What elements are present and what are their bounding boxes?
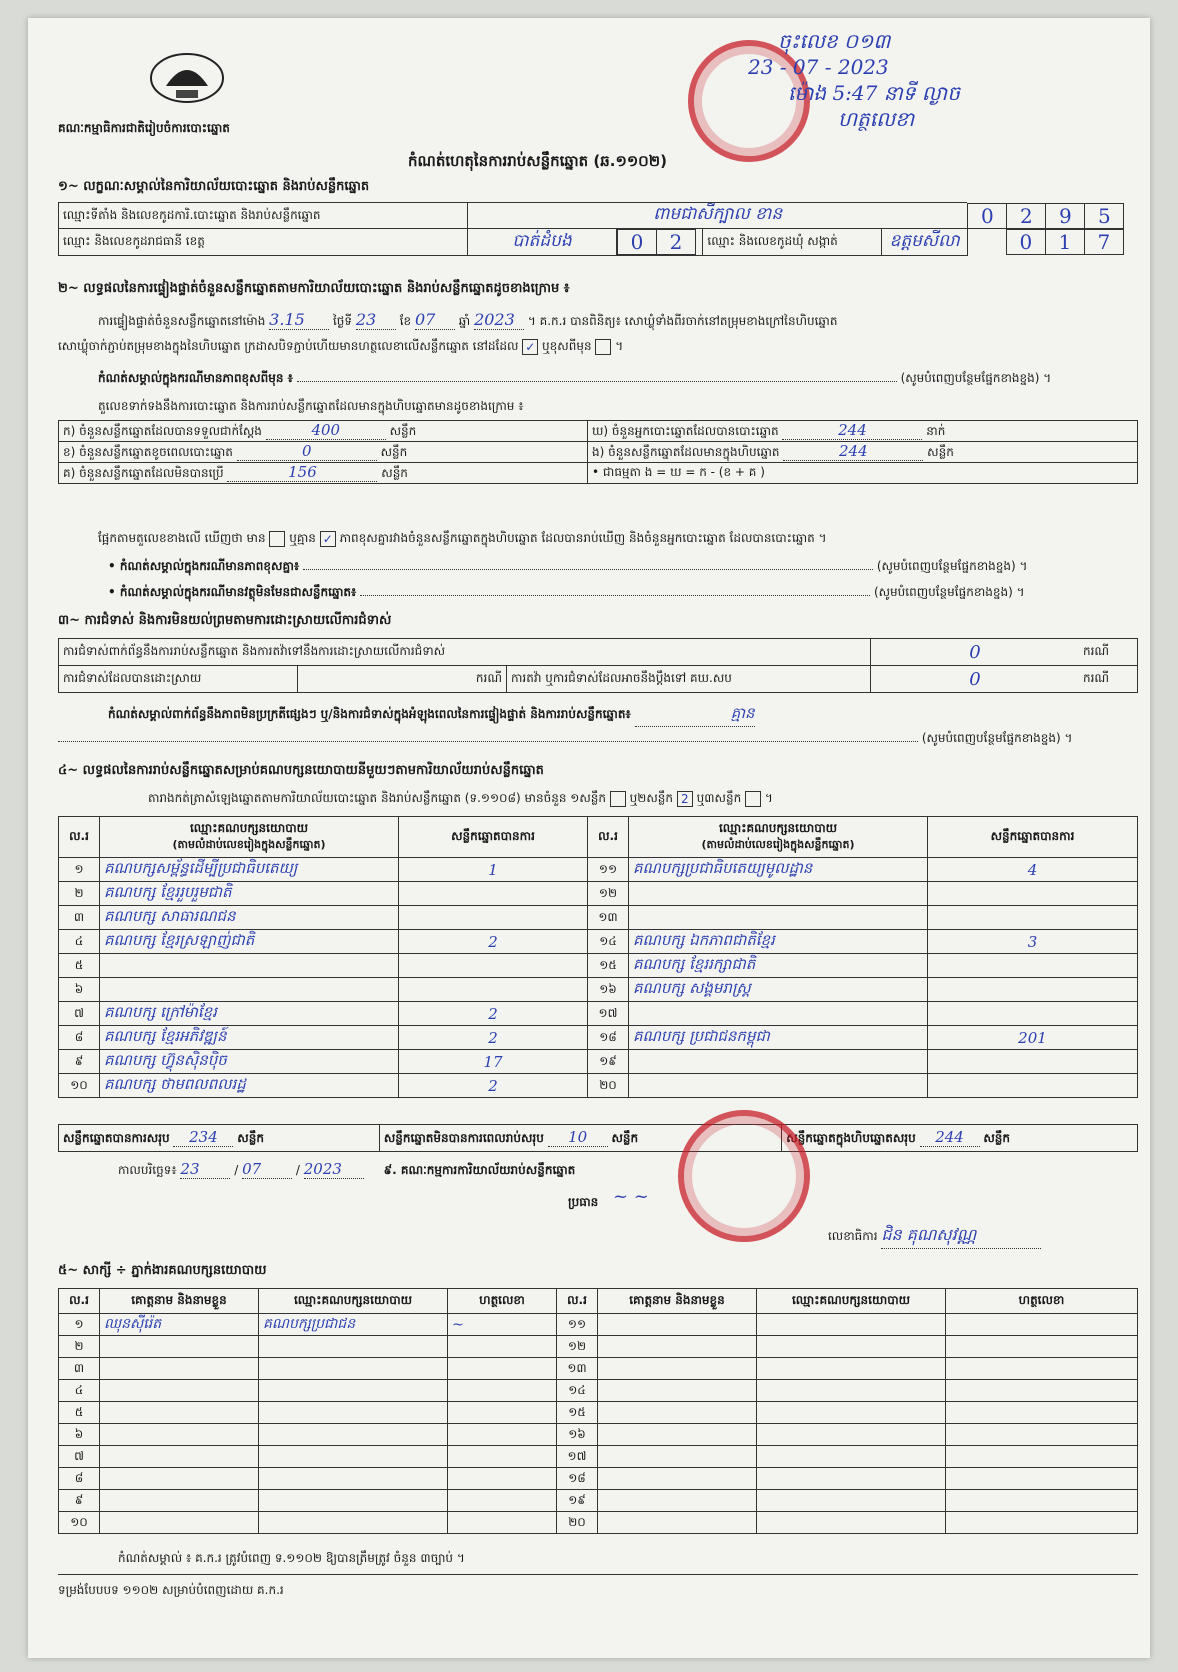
row-no: ១៦ [588, 978, 629, 1002]
row-no: ៥ [59, 954, 100, 978]
date-day: 23 [180, 1160, 230, 1179]
stamp-line1: ចុះលេខ ០១៣ [778, 29, 891, 53]
footnote: កំណត់សម្គាល់ ៖ គ.ក.រ ត្រូវបំពេញ ទ.១១០២ ឱ្យបានត្រឹមត្រូវ ចំនួន ៣ច្បាប់ ។ [118, 1551, 465, 1565]
row-no: ២០ [557, 1512, 598, 1534]
resolved-label: ការជំទាស់ដែលបានដោះស្រាយ [59, 666, 298, 693]
witness-sign [946, 1512, 1138, 1534]
note-b-line [108, 584, 1138, 602]
stamp-note [748, 28, 960, 132]
witness-sign [448, 1468, 557, 1490]
summary-intro: តួលេខទាក់ទងនឹងការបោះឆ្នោត និងការរាប់សន្លឹកឆ្នោតដែលមានក្នុងហិបឆ្នោតមានដូចខាងក្រោម ៖ [98, 399, 524, 413]
party-votes: 2 [399, 1074, 588, 1098]
footer-rule [58, 1574, 1138, 1575]
row-no: ៤ [59, 930, 100, 954]
fill-more: (សូមបំពេញបន្ថែមផ្នែកខាងខ្នង) ។ [900, 371, 1052, 385]
table-row [59, 1468, 1138, 1490]
section5-title: ៥~ សាក្សី ÷ ភ្នាក់ងារគណបក្សនយោបាយ [58, 1263, 267, 1278]
w-col-sign-right: ហត្ថលេខា [946, 1289, 1138, 1314]
row-no: ៩ [59, 1490, 100, 1512]
no-diff-checkbox[interactable]: ✓ [320, 531, 336, 547]
party-votes [399, 978, 588, 1002]
table-row [59, 906, 1138, 930]
row-no: ១៨ [588, 1026, 629, 1050]
col-party-right: ឈ្មោះគណបក្សនយោបាយ (តាមលំដាប់លេខរៀងក្នុងសន្លឹកឆ្នោត) [629, 817, 928, 858]
summary-formula: • ជាធម្មតា ង = ឃ = ក - (ខ + គ ) [588, 463, 1138, 484]
three-sheet-checkbox[interactable] [745, 791, 761, 807]
row-no: ២០ [588, 1074, 629, 1098]
witness-party [259, 1446, 448, 1468]
total-valid: សន្លឹកឆ្នោតបានការសរុប 234 សន្លឹក [59, 1125, 380, 1152]
party-votes: 1 [399, 858, 588, 882]
objection-row1-label: ការជំទាស់ពាក់ព័ន្ធនឹងការរាប់សន្លឹកឆ្នោត និងការតវ៉ាទៅនឹងការដោះស្រាយលើការជំទាស់ [59, 639, 871, 666]
row-no: ៩ [59, 1050, 100, 1074]
witness-name [100, 1490, 259, 1512]
row-no: ៣ [59, 1358, 100, 1380]
two-sheet-checkbox[interactable]: 2 [677, 791, 693, 807]
three-sheet-label: ឬ៣សន្លឹក [696, 791, 742, 805]
party-votes [399, 882, 588, 906]
party-name [629, 1050, 928, 1074]
row-no: ១៧ [557, 1446, 598, 1468]
location-code [967, 203, 1137, 229]
witness-name [100, 1380, 259, 1402]
witness-sign [448, 1402, 557, 1424]
objection-table [58, 638, 1138, 693]
party-name [629, 1002, 928, 1026]
party-name [100, 954, 399, 978]
witness-party [757, 1512, 946, 1534]
party-votes [399, 906, 588, 930]
irregularity-line2 [58, 730, 1138, 748]
row-no: ២ [59, 1336, 100, 1358]
section1-table [58, 202, 1138, 256]
note-diff: កំណត់សម្គាល់ក្នុងករណីមានភាពខុសពីមុន ៖ [98, 371, 293, 385]
witness-sign [448, 1358, 557, 1380]
table-row [59, 882, 1138, 906]
location-value: ពាមជាសីក្បាល ខាន [468, 203, 968, 229]
commune-value: ឧត្ដមសីលា [882, 229, 967, 256]
seal-paragraph: សោឃ្លុំចាក់ភ្ជាប់តម្រុមខាងក្នុងនៃហិបឆ្នោត ក្រដាសបិទភ្ជាប់ហើយមានហត្ថលេខាលើសន្លឹកឆ្នោត នៅដដែល ✓ ឬខុសពីមុន ។ [58, 339, 624, 354]
row-no: ៨ [59, 1468, 100, 1490]
verify-text: ការផ្ទៀងផ្ទាត់ចំនួនសន្លឹកឆ្នោតនៅម៉ោង [98, 314, 266, 328]
chair-signature: ~ ~ [613, 1186, 649, 1207]
verify-time: 3.15 [269, 310, 329, 330]
party-votes: 2 [399, 1026, 588, 1050]
row-no: ១១ [588, 858, 629, 882]
row-no: ៧ [59, 1002, 100, 1026]
witness-name [598, 1358, 757, 1380]
party-name: គណបក្សប្រជាធិបតេយ្យមូលដ្ឋាន [629, 858, 928, 882]
row-no: ១៩ [588, 1050, 629, 1074]
party-name: គណបក្ស ថាមពលពលរដ្ឋ [100, 1074, 399, 1098]
stamp-line3: ម៉ោង 5:47 នាទី ល្ងាច [788, 81, 960, 105]
row-no: ១២ [588, 882, 629, 906]
note-b: • កំណត់សម្គាល់ក្នុងករណីមានវត្ថុមិនមែនជាសន្លឹកឆ្នោត៖ [108, 585, 357, 599]
witness-party [259, 1358, 448, 1380]
party-name: គណបក្ស ខ្មែររួបរួមជាតិ [100, 882, 399, 906]
witness-name [598, 1314, 757, 1336]
party-name: គណបក្ស ប្រជាជនកម្ពុជា [629, 1026, 928, 1050]
commune-code-1: 1 [1045, 230, 1084, 255]
table-row [59, 1380, 1138, 1402]
col-votes-left: សន្លឹកឆ្នោតបានការ [399, 817, 588, 858]
province-code-1: 2 [657, 230, 696, 255]
section1-title: ១~ លក្ខណៈសម្គាល់នៃការិយាល័យបោះឆ្នោត និងរាប់សន្លឹកឆ្នោត [58, 179, 370, 194]
total-invalid: សន្លឹកឆ្នោតមិនបានការពេលរាប់សរុប 10 សន្លឹក [379, 1125, 781, 1152]
has-diff-checkbox[interactable] [269, 531, 285, 547]
stamp-line4: ហត្ថលេខា [838, 107, 915, 131]
witness-party [757, 1424, 946, 1446]
col-party-left: ឈ្មោះគណបក្សនយោបាយ (តាមលំដាប់លេខរៀងក្នុងសន្លឹកឆ្នោត) [100, 817, 399, 858]
witness-party [259, 1424, 448, 1446]
party-votes [928, 954, 1138, 978]
province-code [617, 229, 703, 256]
commune-label: ឈ្មោះ និងលេខកូដឃុំ សង្កាត់ [703, 229, 882, 256]
witness-sign [448, 1424, 557, 1446]
table-row [59, 1002, 1138, 1026]
witness-party [259, 1380, 448, 1402]
party-name: គណបក្ស ខ្មែរអភិវឌ្ឍន៍ [100, 1026, 399, 1050]
irregularity-value: គ្មាន [635, 704, 755, 727]
party-votes: 2 [399, 1002, 588, 1026]
summary-item-a: ក) ចំនួនសន្លឹកឆ្នោតដែលបានទទួលជាក់ស្ដែង 400 សន្លឹក [59, 421, 588, 442]
witness-name [598, 1402, 757, 1424]
appeal-label: ការតវ៉ា ឬការជំទាស់ដែលអាចនឹងប្ដឹងទៅ គឃ.សប [507, 666, 871, 693]
w-col-party-right: ឈ្មោះគណបក្សនយោបាយ [757, 1289, 946, 1314]
compare-text: ផ្អែកតាមតួលេខខាងលើ ឃើញថា មាន [98, 531, 266, 545]
party-votes [928, 978, 1138, 1002]
table-row [59, 1026, 1138, 1050]
tally-sheets-line: តារាងកត់ត្រាសំឡេងឆ្នោតតាមការិយាល័យបោះឆ្នោត និងរាប់សន្លឹកឆ្នោត (ទ.១១០៨) មានចំនួន ១សន្លឹក ឬ២សន្លឹក 2 ឬ៣សន្លឹក ។ [148, 791, 773, 806]
section2-title: ២~ លទ្ធផលនៃការផ្ទៀងផ្ទាត់ចំនួនសន្លឹកឆ្នោតតាមការិយាល័យបោះឆ្នោត និងរាប់សន្លឹកឆ្នោតដូចខាងក្រោម ៖ [58, 281, 570, 296]
party-votes: 2 [399, 930, 588, 954]
party-name: គណបក្ស សាធារណជន [100, 906, 399, 930]
table-row [59, 1402, 1138, 1424]
results-table [58, 816, 1138, 1098]
witness-name [100, 1446, 259, 1468]
witness-party [757, 1468, 946, 1490]
two-sheet-label: ឬ២សន្លឹក [629, 791, 674, 805]
witness-sign [448, 1490, 557, 1512]
party-name [629, 1074, 928, 1098]
table-row [59, 954, 1138, 978]
witness-sign [946, 1490, 1138, 1512]
table-row [59, 930, 1138, 954]
irregularity-text: កំណត់សម្គាល់ពាក់ព័ន្ធនឹងភាពមិនប្រក្រតីផ្សេងៗ ឬ/និងការជំទាស់ក្នុងអំឡុងពេលនៃការផ្ទៀងផ្ទាត់ និងការរាប់សន្លឹកឆ្នោត៖ [108, 707, 631, 721]
location-code-1: 2 [1007, 203, 1046, 228]
table-row [59, 978, 1138, 1002]
verify-paragraph [98, 310, 1138, 331]
date-year: 2023 [304, 1160, 364, 1179]
witness-name [598, 1446, 757, 1468]
note-a: • កំណត់សម្គាល់ក្នុងករណីមានភាពខុសគ្នា៖ [108, 559, 300, 573]
party-name: គណបក្ស ឯកភាពជាតិខ្មែរ [629, 930, 928, 954]
witness-name [598, 1468, 757, 1490]
row-no: ១៤ [557, 1380, 598, 1402]
compare-text-end: ភាពខុសគ្នារវាងចំនួនសន្លឹកឆ្នោតក្នុងហិបឆ្នោត ដែលបានរាប់ឃើញ និងចំនួនអ្នកបោះឆ្នោត ដែលបានបោះឆ្នោត ។ [339, 531, 827, 545]
witness-name [100, 1468, 259, 1490]
stamp-line2: 23 - 07 - 2023 [748, 55, 889, 79]
resolved-unit: ករណី [298, 666, 507, 693]
party-name: គណបក្ស ក្រៅម៉ាខ្មែរ [100, 1002, 399, 1026]
w-col-sign-left: ហត្ថលេខា [448, 1289, 557, 1314]
row-no: ១៣ [557, 1358, 598, 1380]
official-seal-bottom [678, 1110, 810, 1242]
witness-sign [946, 1446, 1138, 1468]
row-no: ១៥ [557, 1402, 598, 1424]
witness-name [100, 1512, 259, 1534]
party-votes: 201 [928, 1026, 1138, 1050]
form-title: កំណត់ហេតុនៃការរាប់សន្លឹកឆ្នោត (ឆ.១១០២) [408, 152, 668, 170]
verify-month: 07 [415, 310, 455, 330]
row-no: ១៧ [588, 1002, 629, 1026]
row-no: ១១ [557, 1314, 598, 1336]
row-no: ១៦ [557, 1424, 598, 1446]
witness-sign [946, 1358, 1138, 1380]
footer: ទម្រង់បែបបទ ១១០២ សម្រាប់បំពេញដោយ គ.ក.រ [58, 1583, 284, 1597]
party-votes: 4 [928, 858, 1138, 882]
witness-party [757, 1490, 946, 1512]
committee-label: ៩. គណៈកម្មការការិយាល័យរាប់សន្លឹកឆ្នោត [383, 1163, 576, 1177]
province-label: ឈ្មោះ និងលេខកូដរាជធានី ខេត្ត [59, 229, 468, 256]
row-no: ១៨ [557, 1468, 598, 1490]
witness-party [259, 1490, 448, 1512]
witness-party [757, 1336, 946, 1358]
witness-table [58, 1288, 1138, 1534]
location-code-2: 9 [1046, 203, 1085, 228]
verify-text-end: ។ គ.ក.រ បានពិនិត្យ៖ សោឃ្លុំទាំងពីរចាក់នៅតម្រុមខាងក្រៅនៃហិបឆ្នោត [527, 314, 838, 328]
commune-code-0: 0 [1006, 230, 1045, 255]
witness-sign [448, 1446, 557, 1468]
witness-sign [946, 1402, 1138, 1424]
section4-title: ៤~ លទ្ធផលនៃការរាប់សន្លឹកឆ្នោតសម្រាប់គណបក្សនយោបាយនីមួយៗតាមការិយាល័យរាប់សន្លឹកឆ្នោត [58, 763, 544, 778]
province-value: បាត់ដំបង [468, 229, 617, 256]
table-row [59, 1424, 1138, 1446]
table-row [59, 1074, 1138, 1098]
party-name: គណបក្ស ខ្មែររក្សាជាតិ [629, 954, 928, 978]
party-name: គណបក្ស ខ្មែរស្រឡាញ់ជាតិ [100, 930, 399, 954]
witness-party [757, 1314, 946, 1336]
witness-name [100, 1402, 259, 1424]
table-row [59, 858, 1138, 882]
row-no: ៥ [59, 1402, 100, 1424]
province-code-0: 0 [618, 230, 657, 255]
party-name [629, 882, 928, 906]
witness-party [757, 1358, 946, 1380]
party-votes: 3 [928, 930, 1138, 954]
col-no-right: ល.រ [588, 817, 629, 858]
changed-label: ឬខុសពីមុន [542, 339, 592, 353]
year-label: ឆ្នាំ [458, 314, 471, 328]
chair-label: ប្រធាន [568, 1195, 599, 1209]
row-no: ៣ [59, 906, 100, 930]
witness-name [598, 1380, 757, 1402]
section3-title: ៣~ ការជំទាស់ និងការមិនយល់ព្រមតាមការដោះស្រាយលើការជំទាស់ [58, 613, 392, 628]
w-col-no-right: ល.រ [557, 1289, 598, 1314]
note-diff-line [98, 370, 1138, 388]
row-no: ៤ [59, 1380, 100, 1402]
note-a-line [108, 558, 1138, 576]
row-no: ៨ [59, 1026, 100, 1050]
witness-sign [448, 1336, 557, 1358]
witness-party [259, 1512, 448, 1534]
fill-more-c: (សូមបំពេញបន្ថែមផ្នែកខាងខ្នង) ។ [921, 731, 1073, 745]
witness-party [259, 1336, 448, 1358]
party-name [100, 978, 399, 1002]
row-no: ១៩ [557, 1490, 598, 1512]
row-no: ១៤ [588, 930, 629, 954]
row-no: ៦ [59, 978, 100, 1002]
witness-sign [946, 1336, 1138, 1358]
witness-sign: ~ [448, 1314, 557, 1336]
secretary-label: លេខាធិការ [828, 1229, 878, 1243]
objection-row1-unit: ករណី [1079, 639, 1138, 666]
summary-item-e: ង) ចំនួនសន្លឹកឆ្នោតដែលមានក្នុងហិបឆ្នោត 244 សន្លឹក [588, 442, 1138, 463]
fill-more-a: (សូមបំពេញបន្ថែមផ្នែកខាងខ្នង) ។ [876, 559, 1028, 573]
table-row [59, 1050, 1138, 1074]
same-checkbox[interactable]: ✓ [522, 339, 538, 355]
commune-code-2: 7 [1084, 230, 1123, 255]
table-row [59, 1314, 1138, 1336]
location-code-3: 5 [1085, 203, 1124, 228]
witness-sign [946, 1468, 1138, 1490]
witness-party [757, 1446, 946, 1468]
w-col-name-right: គោត្តនាម និងនាមខ្លួន [598, 1289, 757, 1314]
date-month: 07 [242, 1160, 292, 1179]
w-col-party-left: ឈ្មោះគណបក្សនយោបាយ [259, 1289, 448, 1314]
w-col-no-left: ល.រ [59, 1289, 100, 1314]
objection-row1-value: 0 [871, 639, 1080, 666]
row-no: ១៣ [588, 906, 629, 930]
party-name: គណបក្ស សង្គមរាស្ត្រ [629, 978, 928, 1002]
row-no: ១០ [59, 1074, 100, 1098]
summary-item-b: ខ) ចំនួនសន្លឹកឆ្នោតខូចពេលបោះឆ្នោត 0 សន្លឹក [59, 442, 588, 463]
witness-sign [946, 1380, 1138, 1402]
compare-line [98, 530, 827, 548]
seal-text: សោឃ្លុំចាក់ភ្ជាប់តម្រុមខាងក្នុងនៃហិបឆ្នោត ក្រដាសបិទភ្ជាប់ហើយមានហត្ថលេខាលើសន្លឹកឆ្នោត នៅដដែល [58, 339, 519, 353]
changed-checkbox[interactable] [595, 339, 611, 355]
verify-year: 2023 [474, 310, 524, 330]
witness-name [598, 1512, 757, 1534]
col-votes-right: សន្លឹកឆ្នោតបានការ [928, 817, 1138, 858]
total-box: សន្លឹកឆ្នោតក្នុងហិបឆ្នោតសរុប 244 សន្លឹក [782, 1125, 1138, 1152]
org-name: គណៈកម្មាធិការជាតិរៀបចំការបោះឆ្នោត [58, 121, 230, 135]
witness-party [757, 1380, 946, 1402]
row-no: ១ [59, 1314, 100, 1336]
nec-emblem-icon [146, 46, 228, 106]
party-name: គណបក្សសម្ព័ន្ធដើម្បីប្រជាធិបតេយ្យ [100, 858, 399, 882]
fill-more-b: (សូមបំពេញបន្ថែមផ្នែកខាងខ្នង) ។ [873, 585, 1025, 599]
party-votes [928, 1002, 1138, 1026]
ballot-count-form [28, 18, 1150, 1658]
w-col-name-left: គោត្តនាម និងនាមខ្លួន [100, 1289, 259, 1314]
table-row [59, 1336, 1138, 1358]
witness-party [259, 1402, 448, 1424]
table-row [59, 1358, 1138, 1380]
row-no: ១២ [557, 1336, 598, 1358]
row-no: ១ [59, 858, 100, 882]
appeal-unit: ករណី [1079, 666, 1138, 693]
tally-intro: តារាងកត់ត្រាសំឡេងឆ្នោតតាមការិយាល័យបោះឆ្នោត និងរាប់សន្លឹកឆ្នោត (ទ.១១០៨) មានចំនួន ១សន្លឹក [148, 791, 606, 805]
witness-sign [448, 1380, 557, 1402]
summary-item-c: គ) ចំនួនសន្លឹកឆ្នោតដែលមិនបានប្រើ 156 សន្លឹក [59, 463, 588, 484]
table-row [59, 1490, 1138, 1512]
row-no: ៧ [59, 1446, 100, 1468]
party-votes [928, 1074, 1138, 1098]
one-sheet-checkbox[interactable] [610, 791, 626, 807]
verify-day: 23 [356, 310, 396, 330]
secretary-name: ជិន គុណសុវណ្ណ [881, 1224, 1041, 1249]
secretary-line [828, 1224, 1041, 1249]
commune-code [967, 229, 1137, 256]
summary-item-d: ឃ) ចំនួនអ្នកបោះឆ្នោតដែលបានបោះឆ្នោត 244 នាក់ [588, 421, 1138, 442]
row-no: ១៥ [588, 954, 629, 978]
row-no: ២ [59, 882, 100, 906]
irregularity-note [108, 704, 1138, 727]
witness-sign [946, 1424, 1138, 1446]
row-no: ៦ [59, 1424, 100, 1446]
witness-name [598, 1424, 757, 1446]
date-line: កាលបរិច្ឆេទ៖ 23 / 07 / 2023 ៩. គណៈកម្មការការិយាល័យរាប់សន្លឹកឆ្នោត [118, 1160, 576, 1178]
witness-sign [448, 1512, 557, 1534]
totals-table [58, 1124, 1138, 1152]
witness-party [259, 1468, 448, 1490]
party-votes [928, 882, 1138, 906]
location-label: ឈ្មោះទីតាំង និងលេខកូដការិ.បោះឆ្នោត និងរាប់សន្លឹកឆ្នោត [59, 203, 468, 229]
witness-name [598, 1490, 757, 1512]
party-votes [399, 954, 588, 978]
date-label: កាលបរិច្ឆេទ៖ [118, 1163, 177, 1177]
witness-name [100, 1336, 259, 1358]
witness-party: គណបក្សប្រជាជន [259, 1314, 448, 1336]
no-diff-label: ឬគ្មាន [289, 531, 316, 545]
row-no: ១០ [59, 1512, 100, 1534]
witness-name [598, 1336, 757, 1358]
witness-party [757, 1402, 946, 1424]
party-name: គណបក្ស ហ៊្វុនស៊ិនប៉ិច [100, 1050, 399, 1074]
month-label: ខែ [399, 314, 412, 328]
witness-name [100, 1358, 259, 1380]
location-code-0: 0 [968, 203, 1007, 228]
table-row [59, 1512, 1138, 1534]
day-label: ថ្ងៃទី [333, 314, 353, 328]
party-votes: 17 [399, 1050, 588, 1074]
col-no-left: ល.រ [59, 817, 100, 858]
party-name [629, 906, 928, 930]
table-row [59, 1446, 1138, 1468]
witness-name: ឈុនស៊ីរ៉េត [100, 1314, 259, 1336]
witness-name [100, 1424, 259, 1446]
party-votes [928, 906, 1138, 930]
party-votes [928, 1050, 1138, 1074]
witness-sign [946, 1314, 1138, 1336]
appeal-value: 0 [871, 666, 1080, 693]
summary-table [58, 420, 1138, 484]
